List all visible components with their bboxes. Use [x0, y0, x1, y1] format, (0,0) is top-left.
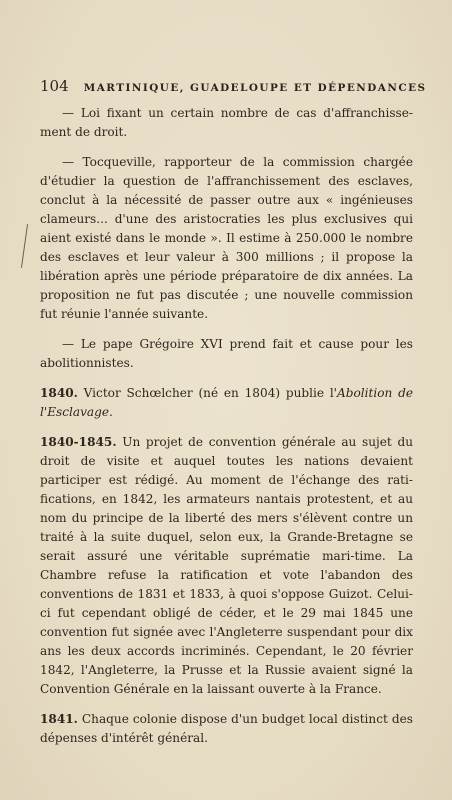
paragraph-tocqueville: — Tocqueville, rapporteur de la commission chargée d'étudier la question de l'affranchissement des esclaves, conclut à la nécessité de passer outre aux « ingénieuses clameurs... d'une des aristocraties les plus exclusives qui aient existé dans le monde ». Il estime à 250.000 le nombre des esclaves et leur valeur à 300 millions ; il propose la libération après une période préparatoire de dix années. La proposition ne fut pas discutée ; une nouvelle commission fut réunie l'année suivante. — [40, 155, 413, 321]
margin-pencil-mark — [21, 224, 28, 268]
entry-text: Victor Schœlcher (né en 1804) publie l' — [83, 386, 338, 400]
page-number: 104 — [40, 77, 69, 95]
paragraph-affranchissement: — Loi fixant un certain nombre de cas d'affranchisse-ment de droit. — [40, 106, 413, 139]
page-header — [40, 76, 427, 95]
entry-1840-1845 — [40, 433, 413, 699]
entry-1840 — [40, 384, 413, 422]
entry-book-title: Abolition de l'Esclavage — [40, 386, 413, 419]
entry-1841 — [40, 710, 413, 748]
entry-year: 1840-1845. — [40, 435, 117, 449]
body-text — [40, 104, 413, 759]
paragraph-gregoire: — Le pape Grégoire XVI prend fait et cause pour les abolitionnistes. — [40, 337, 413, 370]
entry-text-end: . — [109, 405, 113, 419]
entry-year: 1841. — [40, 712, 78, 726]
running-head: MARTINIQUE, GUADELOUPE ET DÉPENDANCES — [83, 82, 427, 94]
entry-year: 1840. — [40, 386, 78, 400]
entry-text: Chaque colonie dispose d'un budget local distinct des dépenses d'intérêt général. — [40, 712, 413, 745]
entry-text: Un projet de convention générale au sujet du droit de visite et auquel toutes les nations devaient participer est rédigé. Au moment de l'échange des rati-fications, en 1842, les armateurs nantais protestent, et au nom du principe de la liberté des mers s'élèvent contre un traité à la suite duquel, selon eux, la Grande-Bretagne se serait assuré une véritable suprématie mari-time. La Chambre refuse la ratification et vote l'abandon des conventions de 1831 et 1833, à quoi s'oppose Guizot. Celui-ci fut cependant obligé de céder, et le 29 mai 1845 une convention fut signée avec l'Angleterre suspendant pour dix ans les deux accords incriminés. Cependant, le 20 février 1842, l'Angleterre, la Prusse et la Russie avaient signé la Convention Générale en la laissant ouverte à la France. — [40, 435, 413, 696]
